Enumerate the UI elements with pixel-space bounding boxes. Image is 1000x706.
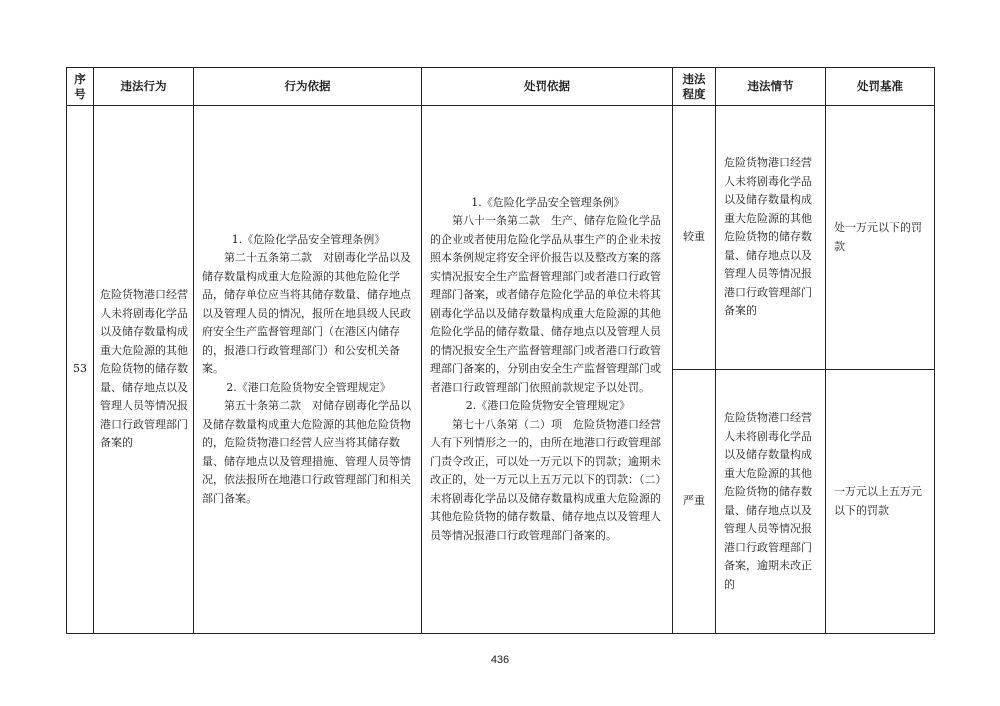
header-seq: 序号: [67, 68, 94, 106]
basis-item1-title: 1.《危险化学品安全管理条例》: [231, 232, 386, 246]
punish-item2-text: 第七十八条第（二）项 危险货物港口经营人有下列情形之一的，由所在地港口行政管理部门责令改正，可以处一万元以下的罚款；逾期未改正的，处一万元以上五万元以下的罚款：（二）未将剧毒化学品以及储存数量构成重大危险源的其他危险货物的储存数量、储存地点以及管理人员等情况报港口行政管理部门备案的。: [430, 417, 661, 542]
punish-item1-text: 第八十一条第二款 生产、储存危险化学品的企业或者使用危险化学品从事生产的企业未按照本条例规定将安全评价报告以及整改方案的落实情况报安全生产监督管理部门或者港口行政管理部门备案，或者储存危险化学品的单位未将其剧毒化学品以及储存数量构成重大危险源的其他危险化学品的储存数量、储存地点以及管理人员的情况报安全生产监督管理部门或者港口行政管理部门备案的，分别由安全生产监督管理部门或者港口行政管理部门依照前款规定予以处罚。: [430, 214, 661, 394]
basis-item1-text: 第二十五条第二款 对剧毒化学品以及储存数量构成重大危险源的其他危险化学品，储存单位应当将其储存数量、储存地点以及管理人员的情况，报所在地县级人民政府安全生产监督管理部门（在港区内储存的，报港口行政管理部门）和公安机关备案。: [202, 251, 411, 376]
header-basis: 行为依据: [194, 68, 422, 106]
cell-circ-2: 危险货物港口经营人未将剧毒化学品以及储存数量构成重大危险源的其他危险货物的储存数量、储存地点以及管理人员等情况报港口行政管理部门备案，逾期未改正的: [716, 370, 826, 634]
header-circ: 违法情节: [716, 68, 826, 106]
cell-act: 危险货物港口经营人未将剧毒化学品以及储存数量构成重大危险源的其他危险货物的储存数量、储存地点以及管理人员等情况报港口行政管理部门备案的: [94, 106, 194, 634]
table-row: [67, 106, 935, 370]
basis-item2-title: 2.《港口危险货物安全管理规定》: [226, 380, 391, 394]
header-act: 违法行为: [94, 68, 194, 106]
header-std: 处罚基准: [826, 68, 935, 106]
header-degree: 违法程度: [673, 68, 716, 106]
cell-punish: [422, 106, 673, 634]
cell-std-1: 处一万元以下的罚款: [826, 106, 935, 370]
page-number: 436: [490, 654, 510, 666]
punish-item2-title: 2.《港口危险货物安全管理规定》: [465, 399, 631, 413]
cell-circ-1: 危险货物港口经营人未将剧毒化学品以及储存数量构成重大危险源的其他危险货物的储存数量、储存地点以及管理人员等情况报港口行政管理部门备案的: [716, 106, 826, 370]
header-punish: 处罚依据: [422, 68, 673, 106]
cell-degree-2: 严重: [673, 370, 716, 634]
cell-degree-1: 较重: [673, 106, 716, 370]
penalty-table: [66, 67, 935, 634]
cell-seq: 53: [67, 106, 94, 634]
cell-basis: [194, 106, 422, 634]
basis-item2-text: 第五十条第二款 对储存剧毒化学品以及储存数量构成重大危险源的其他危险货物的，危险货物港口经营人应当将其储存数量、储存地点以及管理措施、管理人员等情况，依法报所在地港口行政管理部门和相关部门备案。: [202, 399, 411, 505]
punish-item1-title: 1.《危险化学品安全管理条例》: [471, 195, 625, 209]
cell-std-2: 一万元以上五万元以下的罚款: [826, 370, 935, 634]
table-header-row: [67, 68, 935, 106]
